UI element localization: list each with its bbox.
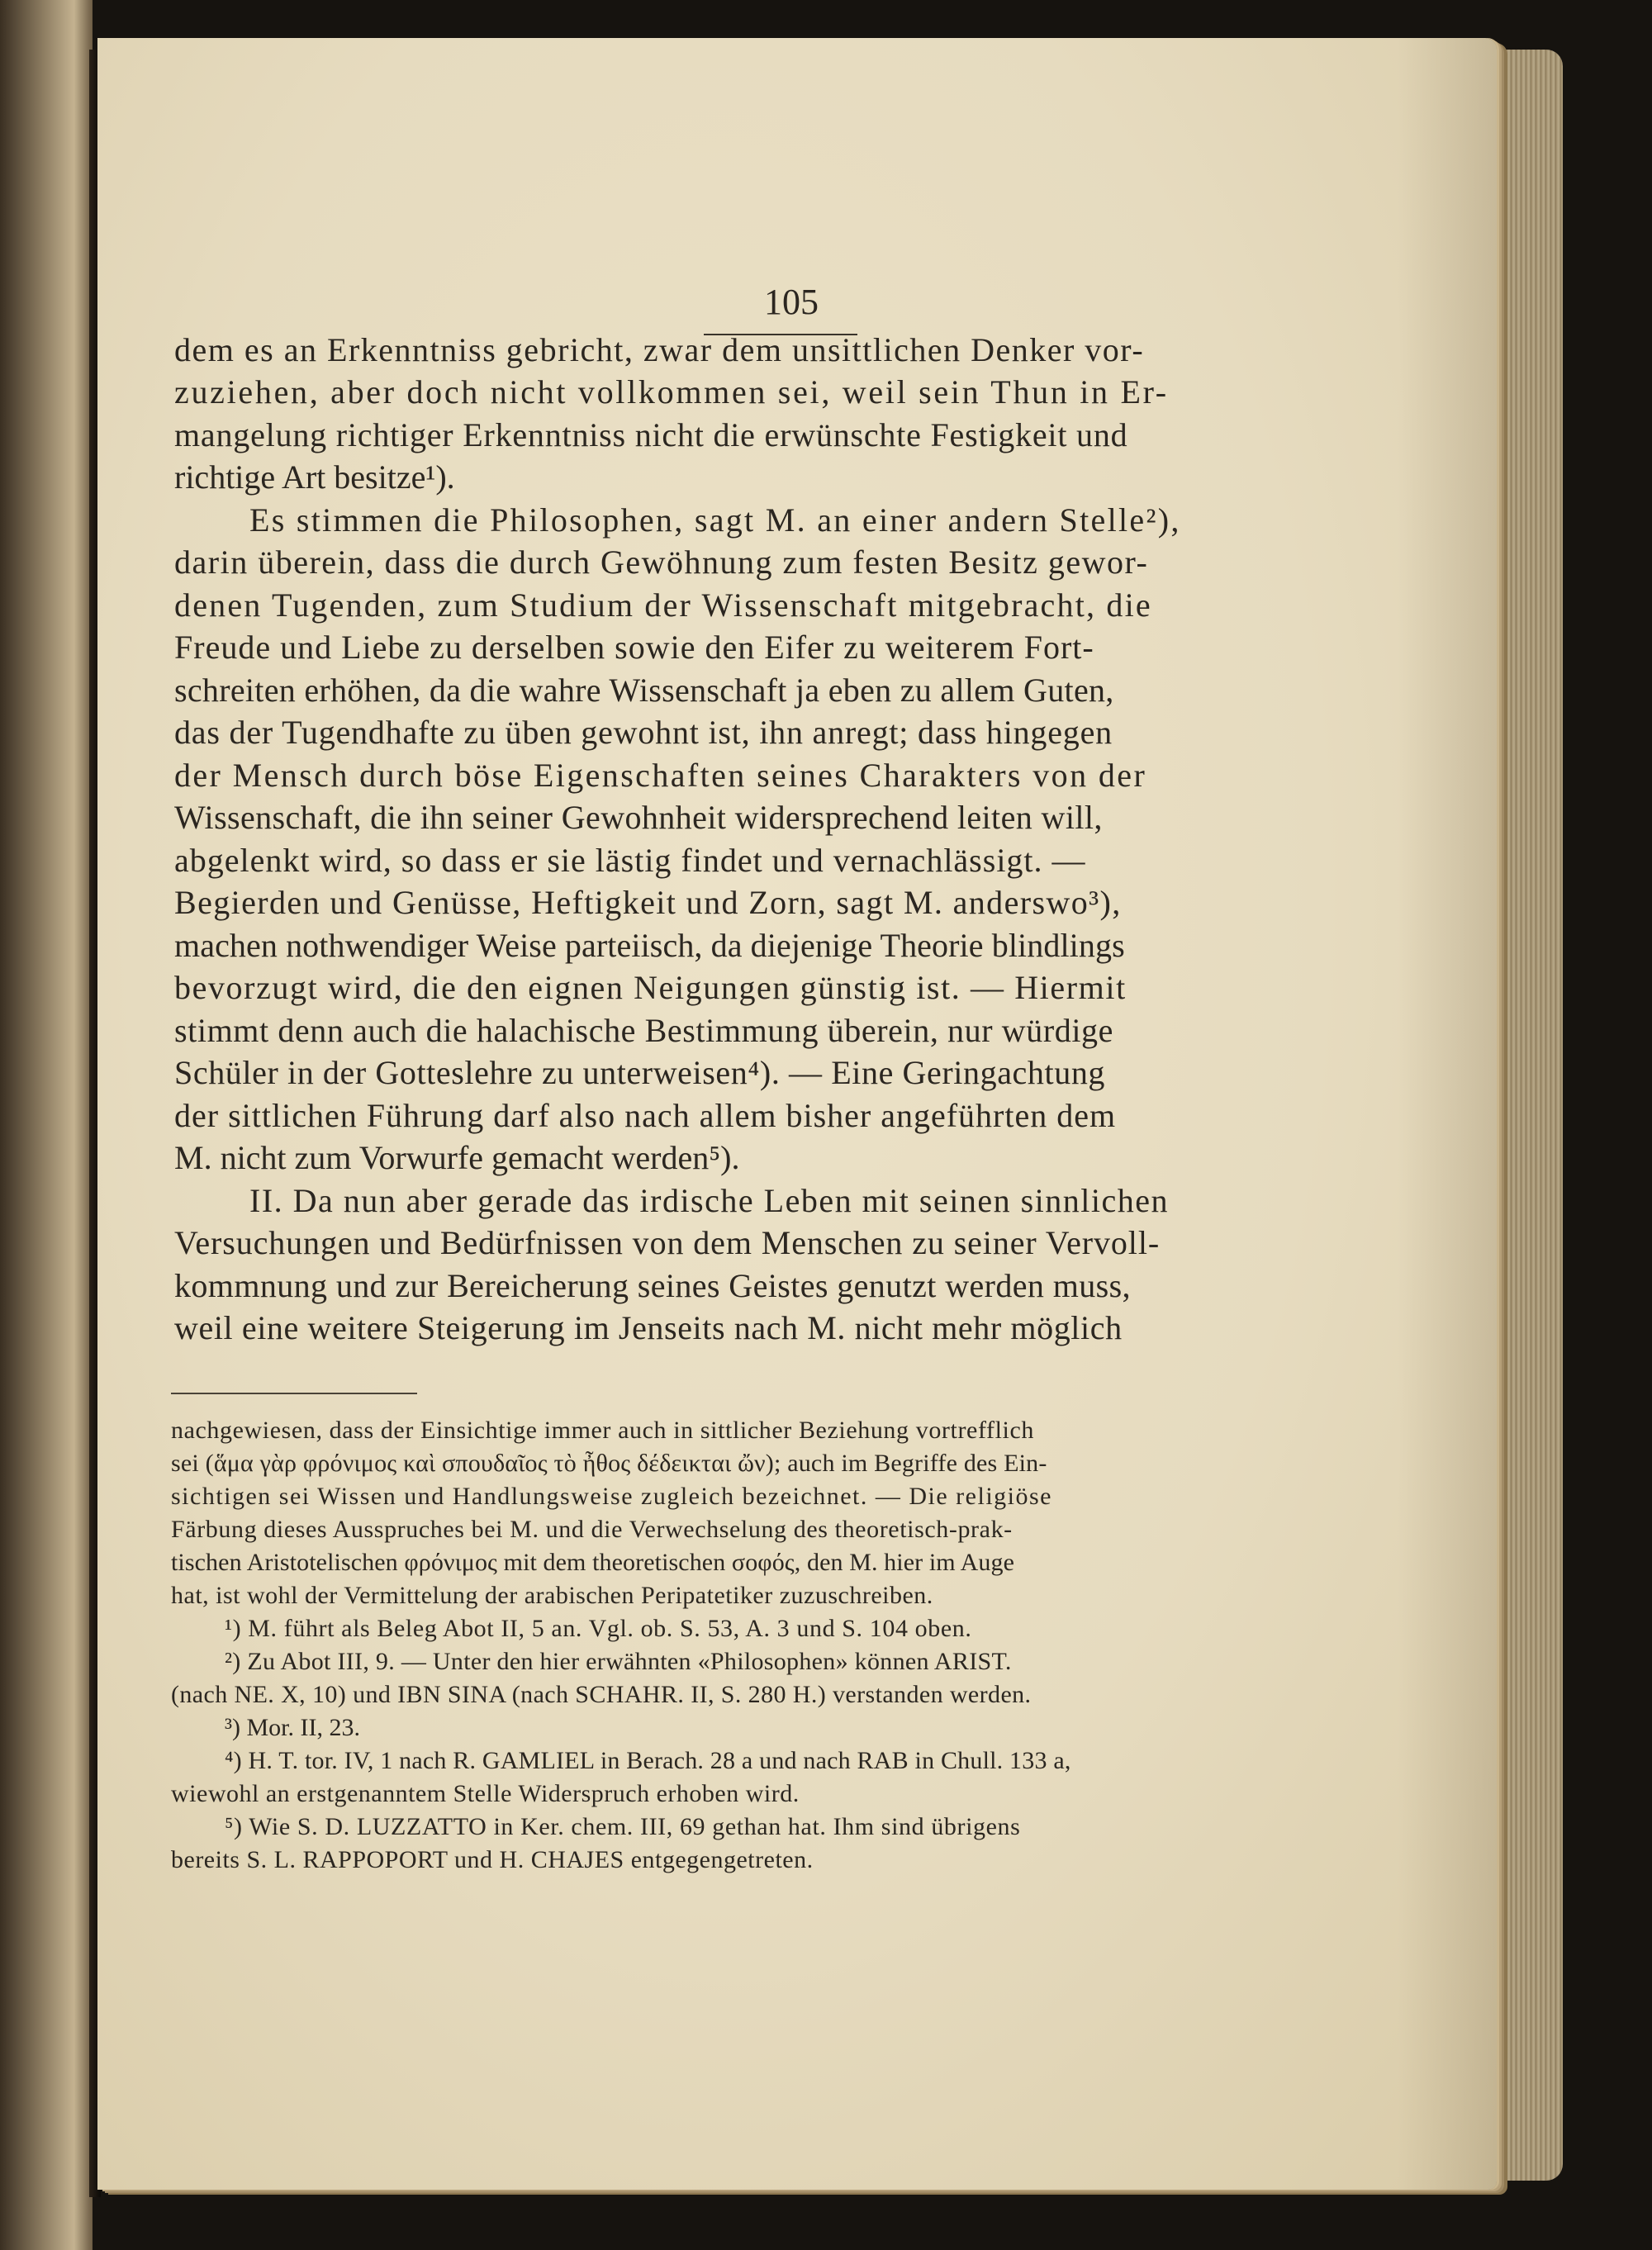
body-line: der sittlichen Führung darf also nach allem bisher angeführten dem xyxy=(174,1097,1117,1134)
body-line: II. Da nun aber gerade das irdische Leben mit seinen sinnlichen xyxy=(249,1182,1170,1219)
body-line: kommnung und zur Bereicherung seines Geistes genutzt werden muss, xyxy=(174,1267,1131,1304)
body-line: dem es an Erkenntniss gebricht, zwar dem unsittlichen Denker vor- xyxy=(174,331,1145,368)
footnote-line: bereits S. L. RAPPOPORT und H. CHAJES entgegengetreten. xyxy=(171,1846,814,1873)
body-line: M. nicht zum Vorwurfe gemacht werden⁵). xyxy=(174,1139,740,1176)
footnote-line: hat, ist wohl der Vermittelung der arabischen Peripatetiker zuzuschreiben. xyxy=(171,1582,933,1609)
body-line: Begierden und Genüsse, Heftigkeit und Zorn, sagt M. anderswo³), xyxy=(174,884,1122,921)
footnote-line: ¹) M. führt als Beleg Abot II, 5 an. Vgl. ob. S. 53, A. 3 und S. 104 oben. xyxy=(225,1615,972,1642)
body-line: das der Tugendhafte zu üben gewohnt ist, ihn anregt; dass hingegen xyxy=(174,714,1113,751)
page-stack-edge xyxy=(1497,50,1563,2181)
body-line: Wissenschaft, die ihn seiner Gewohnheit widersprechend leiten will, xyxy=(174,799,1103,836)
body-line: Es stimmen die Philosophen, sagt M. an einer andern Stelle²), xyxy=(249,501,1181,539)
footnote-line: nachgewiesen, dass der Einsichtige immer auch in sittlicher Beziehung vortrefflich xyxy=(171,1417,1034,1444)
footnote-separator xyxy=(171,1393,417,1394)
footnote-line: tischen Aristotelischen φρόνιμος mit dem theoretischen σοφός, den M. hier im Auge xyxy=(171,1549,1015,1576)
body-line: weil eine weitere Steigerung im Jenseits nach M. nicht mehr möglich xyxy=(174,1309,1123,1346)
body-line: abgelenkt wird, so dass er sie lästig findet und vernachlässigt. — xyxy=(174,842,1086,879)
body-line: mangelung richtiger Erkenntniss nicht die erwünschte Festigkeit und xyxy=(174,416,1128,453)
facing-page-edge xyxy=(0,0,93,2250)
footnote-line: (nach NE. X, 10) und IBN SINA (nach SCHAHR. II, S. 280 H.) verstanden werden. xyxy=(171,1681,1032,1708)
body-line: richtige Art besitze¹). xyxy=(174,458,455,496)
book-page xyxy=(97,38,1497,2190)
body-line: der Mensch durch böse Eigenschaften seines Charakters von der xyxy=(174,757,1147,794)
body-line: stimmt denn auch die halachische Bestimmung überein, nur würdige xyxy=(174,1012,1114,1049)
footnote-line: wiewohl an erstgenanntem Stelle Widerspruch erhoben wird. xyxy=(171,1780,800,1807)
body-line: darin überein, dass die durch Gewöhnung zum festen Besitz gewor- xyxy=(174,544,1149,581)
page-number: 105 xyxy=(764,282,819,322)
footnote-line: ³) Mor. II, 23. xyxy=(225,1714,360,1741)
body-line: machen nothwendiger Weise parteiisch, da diejenige Theorie blindlings xyxy=(174,927,1125,964)
body-line: Schüler in der Gotteslehre zu unterweisen⁴). — Eine Geringachtung xyxy=(174,1054,1106,1091)
body-line: Versuchungen und Bedürfnissen von dem Menschen zu seiner Vervoll- xyxy=(174,1224,1161,1261)
footnote-line: sei (ἅμα γὰρ φρόνιμος καὶ σπουδαῖος τὸ ἦθος δέδεικται ὤν); auch im Begriffe des Ein- xyxy=(171,1450,1047,1477)
footnote-line: sichtigen sei Wissen und Handlungsweise zugleich bezeichnet. — Die religiöse xyxy=(171,1483,1052,1510)
body-line: denen Tugenden, zum Studium der Wissenschaft mitgebracht, die xyxy=(174,586,1152,624)
body-line: zuziehen, aber doch nicht vollkommen sei, weil sein Thun in Er- xyxy=(174,373,1169,411)
footnote-line: ⁵) Wie S. D. LUZZATTO in Ker. chem. III, 69 gethan hat. Ihm sind übrigens xyxy=(225,1813,1021,1840)
footnote-line: ⁴) H. T. tor. IV, 1 nach R. GAMLIEL in Berach. 28 a und nach RAB in Chull. 133 a, xyxy=(225,1747,1071,1774)
body-line: Freude und Liebe zu derselben sowie den Eifer zu weiterem Fort- xyxy=(174,629,1094,666)
footnote-line: ²) Zu Abot III, 9. — Unter den hier erwähnten «Philosophen» können ARIST. xyxy=(225,1648,1012,1675)
body-line: bevorzugt wird, die den eignen Neigungen günstig ist. — Hiermit xyxy=(174,969,1127,1006)
footnote-line: Färbung dieses Ausspruches bei M. und die Verwechselung des theoretisch-prak- xyxy=(171,1516,1013,1543)
body-line: schreiten erhöhen, da die wahre Wissenschaft ja eben zu allem Guten, xyxy=(174,672,1114,709)
